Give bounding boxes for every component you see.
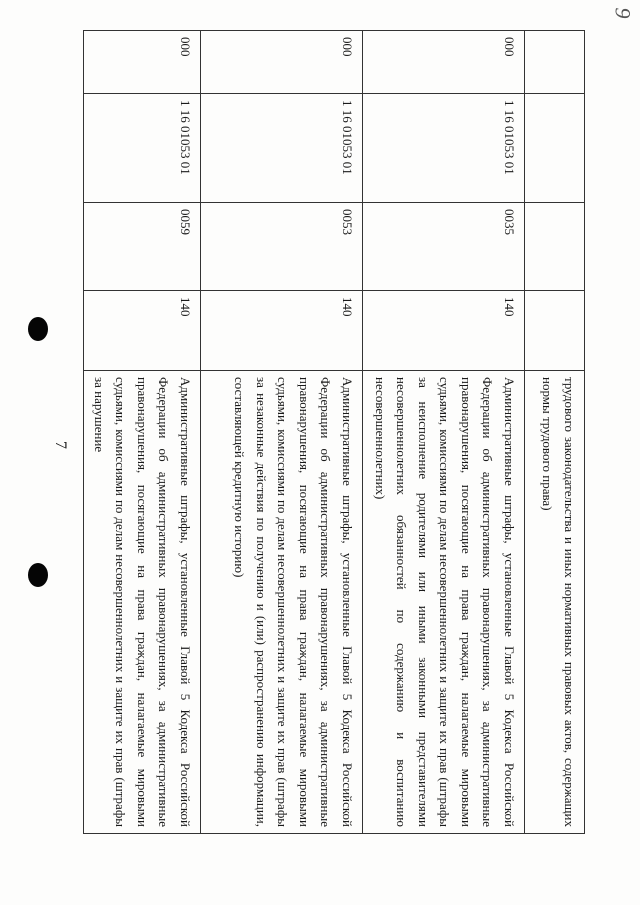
admin-code-cell — [525, 31, 585, 94]
subcode-cell — [525, 203, 585, 291]
admin-code-cell: 000 — [84, 31, 201, 94]
admin-code-cell: 000 — [363, 31, 525, 94]
kbk-cell — [525, 94, 585, 203]
kbk-cell: 1 16 01053 01 — [363, 94, 525, 203]
subcode-cell: 0053 — [201, 203, 363, 291]
group-cell: 140 — [201, 291, 363, 371]
group-cell — [525, 291, 585, 371]
punch-hole — [28, 317, 48, 341]
corner-page-mark: 9 — [610, 7, 636, 19]
budget-codes-table — [84, 30, 586, 834]
subcode-cell: 0035 — [363, 203, 525, 291]
description-cell: Административные штрафы, установленные Главой 5 Кодекса Российской Федерации об административных правонарушениях, за административные правонарушения, посягающие на права граждан, налагаемые мировыми судьями, комиссиями по делам несовершеннолетних и защите их прав (штрафы за нарушение — [84, 371, 201, 834]
punch-hole — [28, 563, 48, 587]
table-row — [363, 31, 525, 834]
kbk-cell: 1 16 01053 01 — [84, 94, 201, 203]
kbk-cell: 1 16 01053 01 — [201, 94, 363, 203]
group-cell: 140 — [363, 291, 525, 371]
description-cell: Административные штрафы, установленные Главой 5 Кодекса Российской Федерации об административных правонарушениях, за административные правонарушения, посягающие на права граждан, налагаемые мировыми судьями, комиссиями по делам несовершеннолетних и защите их прав (штрафы за неисполнение родителями или иными законными представителями несовершеннолетних обязанностей по содержанию и воспитанию несовершеннолетних) — [363, 371, 525, 834]
rotated-table-container — [92, 30, 585, 833]
admin-code-cell: 000 — [201, 31, 363, 94]
continuation-text: трудового законодательства и иных нормативных правовых актов, содержащих нормы трудового права) — [525, 371, 585, 834]
subcode-cell: 0059 — [84, 203, 201, 291]
table-row — [525, 31, 585, 834]
page-number: 7 — [52, 441, 69, 449]
table-viewport — [92, 30, 585, 833]
group-cell: 140 — [84, 291, 201, 371]
table-row — [201, 31, 363, 834]
description-cell: Административные штрафы, установленные Главой 5 Кодекса Российской Федерации об административных правонарушениях, за административные правонарушения, посягающие на права граждан, налагаемые мировыми судьями, комиссиями по делам несовершеннолетних и защите их прав (штрафы за незаконные действия по получению и (или) распространению информации, составляющей кредитную историю) — [201, 371, 363, 834]
table-row — [84, 31, 201, 834]
